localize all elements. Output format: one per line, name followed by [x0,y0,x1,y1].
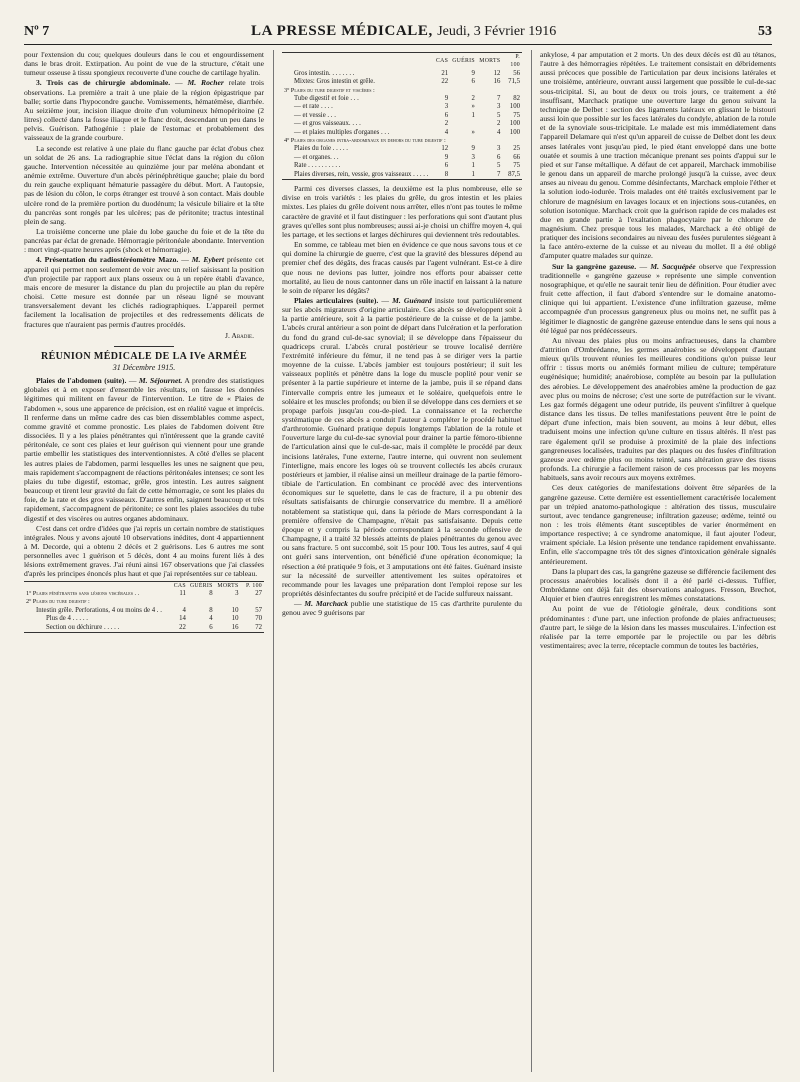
table-cell: 5 [496,162,501,170]
table-row [282,103,522,111]
author: M. Sacquépée [650,261,696,271]
table-cell: — et gros vaisseaux. . . . [294,120,361,128]
paragraph: 3. Trois cas de chirurgie abdominale. — M. Rocher relate trois observations. La première a trait à une plaie de la région épigastrique par balle; sortie dans l'hypocondre gauche. Vomissements, hématémèse, diarrhée. Au seizième jour, incision iliaque droite d'un volumineux hémopéritoine (2 litres) collecté dans la fosse iliaque et le flanc droit, descendant un peu dans le pelvis. Guérison. Pathogénie : plaie de l'estomac et probablement des vaisseaux de la grande courbure. [24,78,264,143]
table-cell: 12 [493,69,501,77]
table-cell: 82 [513,95,520,103]
table-cell: 27 [255,590,262,597]
table-cell: Mixtes: Gros intestin et grêle. [294,78,375,86]
paragraph: Au point de vue de l'étiologie générale, deux conditions sont prédominantes : d'une part, une infection profonde de plaies anfractueuses; d'autre part, le siège de la lésion dans les masses musculaires. L'infection est réalisée par la terre emportée par le projectile ou par les débris vestimentaires; avec la terre, réceptacle commun de toutes les bactéries, [540,604,776,650]
table-cell: 21 [441,69,449,77]
author: M. Rocher [187,78,224,88]
issue-number: Nº 7 [24,24,50,39]
table-row [282,95,522,103]
table-header: CAS [173,582,186,589]
table-cell: Rate . . . . . . . . . . [294,162,341,170]
table-cell: 4 [182,606,186,614]
table-cell: 12 [441,145,449,153]
table-cell: 10 [231,606,239,614]
table-header [24,581,164,590]
table-cell: 22 [179,623,186,631]
table-cell: 9 [444,95,449,103]
section-date: 31 Décembre 1915. [112,363,176,372]
table-cell: — et organes. . . [294,153,339,161]
table-row [282,171,522,180]
paragraph: Parmi ces diverses classes, la deuxième est la plus nombreuse, elle se divise en trois variétés : les plaies du grêle, du gros intestin et les plaies mixtes. Les plaies du grêle doivent nous arrêter, elles n'ont pas toutes le même caractère de gravité et il faut distinguer : les perforations qui sont d'autant plus graves qu'elles sont plus nombreuses; aussi ai-je choisi un chiffre moyen 4, qui les partage, et les sections et larges déchirures qui deviennent très redoutables. [282,184,522,239]
table-row [282,78,522,86]
table-cell: 66 [513,153,520,161]
statistics-table-continued [282,52,522,180]
table-cell: 57 [255,606,262,614]
table-header: P. 100 [246,582,262,589]
table-cell: 75 [513,111,520,119]
table-row [282,87,522,95]
table-header: MORTS [479,58,501,65]
table-cell: 7 [496,95,501,103]
paragraph: 4. Présentation du radiostéréomètre Mazo. — M. Eybert présente cet appareil qui permet non seulement de voir avec un relief saisissant la position d'un projectile par rapport aux plans osseux ou à un repère établi d'avance, mais encore de mesurer la distance du plan du projectile au plan du repère choisi. Cette mesure est donnée par un réseau ligné se mouvant transversalement devant les clichés radiographiques. L'appareil permet facilement la localisation de projectiles et des redressements délicats de fractures que n'auraient pas permis d'autres procédés. [24,255,264,329]
table-cell: 9 [444,153,449,161]
table-header [282,53,430,70]
table-row [282,154,522,162]
table-cell: 22 [441,78,449,86]
table-cell: — et rate . . . . [294,103,333,111]
paragraph: Sur la gangrène gazeuse. — M. Sacquépée observe que l'expression traditionnelle « gangrène gazeuse » représente une simple convention nosographique, et qu'elle ne saurait tenir lieu de définition. Pour étudier avec fruit cette affection, il faut d'abord s'entendre sur le domaine anatomo-clinique qui lui appartient. L'existence d'une infiltration gazeuse, même accompagnée d'un processus gangreneux plus ou moins net, ne suffit pas à légitimer le diagnostic de gangrène gazeuse entendue dans le sens qui nous a été légué par nos prédécesseurs. [540,261,776,335]
table-header: MORTS [217,582,239,589]
table-row [24,624,264,633]
table-cell: 2 [496,120,501,128]
table-cell: 100 [509,120,520,128]
article-title: 4. Présentation du radiostéréomètre Mazo. [36,255,179,265]
section-title: RÉUNION MÉDICALE DE LA IVe ARMÉE [40,350,248,362]
table-cell: 70 [255,615,262,623]
paragraph: La troisième concerne une plaie du lobe gauche du foie et de la tête du pancréas par éclat de grenade. Hémorragie péritonéale abondante. Intervention : mort vingt-quatre heures après (shock et hémorragie). [24,226,264,255]
column-3 [540,50,776,1072]
table-cell: 1º Plaies pénétrantes sans lésions viscérales . . [26,590,140,597]
table-row [282,70,522,78]
table-cell: 4 [444,128,449,136]
table-cell: 4º Plaies des organes intra-abdominaux en dehors du tube digestif : [284,137,446,145]
paragraph-text: publie une statistique de 15 cas d'arthrite purulente du genou avec 9 guérisons par [282,599,522,618]
table-cell: 3 [235,590,239,597]
table-cell: — et vessie . . . [294,111,336,119]
table-cell: 71,5 [508,78,520,86]
table-cell: 9 [471,145,475,153]
table-cell: 6 [444,111,449,119]
column-divider [531,50,532,1072]
paragraph: pour l'extension du cou; quelques douleurs dans le cou et engourdissement dans le bras droit. Extirpation. Au point de vue de la structure, c'était une tumeur osseuse à tissu spongieux recouverte d'une couche de cartilage hyalin. [24,50,264,78]
table-cell: 11 [179,590,186,597]
masthead [251,23,556,40]
table-cell: 6 [496,153,501,161]
table-row [282,137,522,145]
table-header: CAS [436,58,449,65]
table-cell: 14 [179,615,186,623]
table-cell: 16 [231,623,239,631]
table-cell: Plus de 4 . . . . . [46,615,88,623]
table-cell: 1 [471,162,475,170]
paragraph: ankylose, 4 par amputation et 2 morts. Un des deux décès est dû au tétanos, l'autre à des hémorragies répétées. Le traitement consistait en débridements aussi précoces que possible de l'articulation par deux incisions latérales et une troisième, antérieure, ouvrant aussi largement que possible le cul-de-sac sous-tricipital. Si, au bout de deux ou trois jours, ce traitement a été insuffisant, Marchack pratique une ouverture large du genou suivant la technique de Delbet : section des ligaments latéraux en glissant le bistouri aussi loin que possible sur les faces latérales du condyle, ablation de la rotule et de la synoviale sous-tricipitale. Le malade est mis immédiatement dans l'appareil Delamare qui n'est qu'un appareil de cuisse de Delbet dont les deux anses latérales vont jusqu'au pied, le pied étant enveloppé dans une botte ouatée et soumis à une traction mécanique prenant ses points d'appui sur le pied et sur l'anse métallique. A défaut de cet appareil, Marchack immobilise le genou dans un appareil de marche prolongé jusqu'à la cuisse, avec deux anses au niveau du genou. Comme désinfectants, Marchack emploie l'éther et la solution iodo-iodurée. Trois malades ont été traités exclusivement par le chlorure de magnésium en lavages locaux et en injections sous-cutanées, en solution isotonique. Marchack croit que la guérison rapide de ces malades est due en grande partie à l'exaltation phagocytaire par le chlorure de magnésium. Chez presque tous les malades, Marchack a été obligé de pratiquer des incisions secondaires au niveau des fusées purulentes siégeant à la face antéro-externe de la cuisse et au niveau du mollet. Il a été obligé d'amputer quatre malades sur quinze. [540,50,776,261]
table-cell: Gros intestin. . . . . . . . [294,69,355,77]
separator-rule [114,346,174,347]
signature: J. Abadie. [225,330,254,340]
table-cell: 3 [444,103,449,111]
table-cell: 5 [496,111,501,119]
article-title: Plaies de l'abdomen (suite). [36,376,127,386]
table-cell: » [471,103,475,111]
table-cell: 8 [209,606,213,614]
author: M. Guénard [392,295,432,305]
statistics-table [24,581,264,633]
table-cell: 56 [513,69,520,77]
paragraph-text: A prendre des statistiques globales et à en exposer d'ensemble les résultats, on fausse les données légitimes qui militent en faveur de l'intervention. Le titre de « Plaies de l'abdomen », sous une apparence de précision, est en réalité vague et imprécis. Il renferme dans un même cadre des cas bien dissemblables comme aspect, comme gravité et comme pronostic. Les plaies de l'abdomen doivent être dissociées. Il y a les plaies pénétrantes qui n'intéressent que la grande cavité péritonéale, ce sont ces plaies et leur guérison qui viennent pour une grande partie embellir les statistiques des interventionnistes. A côté d'elles se placent les autres plaies de l'abdomen, parmi lesquelles les unes ne saignent que peu, mais rapidement s'accompagnent de réactions péritonéales intenses; ce sont les plaies du tube digestif, estomac, grêle, gros intestin. Les autres saignent beaucoup et tirent leur gravité du fait de cette hémorragie, ce sont les plaies du foie, de la rate et des gros vaisseaux. D'autres enfin, saignent beaucoup et très rapidement, s'accompagnent de péritonite; ce sont les plaies associées du tube digestif et des viscères ou autres organes abdominaux. [24,376,264,523]
table-cell: — et plaies multiples d'organes . . . [294,128,390,136]
table-cell: 100 [509,103,520,111]
author: M. Eybert [191,255,224,265]
table-row [24,590,264,598]
issue-date: Jeudi, 3 Février 1916 [437,24,557,39]
table-row [24,598,264,606]
table-cell: Tube digestif et foie . . . [294,95,359,103]
table-row [282,112,522,120]
table-cell [450,120,477,128]
paragraph-text: relate trois observations. La première a trait à une plaie de la région épigastrique par balle; sortie dans l'hypocondre gauche. Vomissements, hématémèse, diarrhée. Au seizième jour, incision iliaque droite d'un volumineux hémopéritoine (2 litres) collecté dans la fosse iliaque et le flanc droit, descendant un peu dans le pelvis. Guérison. Pathogénie : plaie de l'estomac et probablement des vaisseaux de la grande courbure. [24,78,264,143]
table-cell: 4 [496,128,501,136]
table-cell: Intestin grêle. Perforations, 4 ou moins de 4 . . [36,606,162,614]
table-row [282,162,522,170]
page-header [24,16,772,45]
article-title: Sur la gangrène gazeuse. [552,261,637,271]
table-row [24,615,264,623]
table-cell: Section ou déchirure . . . . . [46,623,120,631]
author: M. Marchack [304,599,348,609]
column-1 [24,50,264,1072]
table-cell: 8 [444,170,449,178]
table-cell: » [471,128,475,136]
author: M. Séjournet. [138,376,183,386]
table-cell: 8 [209,590,213,597]
column-divider [273,50,274,1072]
paragraph: Plaies de l'abdomen (suite). — M. Séjournet. A prendre des statistiques globales et à en exposer d'ensemble les résultats, on fausse les données légitimes qui militent en faveur de l'intervention. Le titre de « Plaies de l'abdomen », sous une apparence de précision, est en réalité vague et imprécis. Il renferme dans un même cadre des cas bien dissemblables comme aspect, comme gravité et comme pronostic. Les plaies de l'abdomen doivent être dissociées. Il y a les plaies pénétrantes qui n'intéressent que la grande cavité péritonéale, ce sont ces plaies et leur guérison qui viennent pour une grande partie embellir les statistiques des interventionnistes. A côté d'elles se placent les autres plaies de l'abdomen, parmi lesquelles les unes ne saignent que peu, mais rapidement s'accompagnent de réactions péritonéales intenses; ce sont les plaies du tube digestif, estomac, grêle, gros intestin. Les autres saignent beaucoup et tirent leur gravité du fait de cette hémorragie, ce sont les plaies du foie, de la rate et des gros vaisseaux. D'autres enfin, saignent beaucoup et très rapidement, s'accompagnent de péritonite; ce sont les plaies associées du tube digestif et des viscères ou autres organes abdominaux. [24,376,264,523]
paragraph: C'est dans cet ordre d'idées que j'ai repris un certain nombre de statistiques intégrales. Nous y avons ajouté 10 observations inédites, dont 4 appartiennent à M. Decorde, qui a obtenu 2 décès et 2 guérisons. Les 6 autres me sont personnelles avec 1 guérison et 5 décès, dont 4 au moins furent liés à des lésions extrêmement graves. J'ai réuni ainsi 167 observations que j'ai classées d'après les principes énoncés plus haut et que j'ai représentées sur ce tableau. [24,523,264,579]
table-cell: 75 [513,162,520,170]
table-cell: 4 [209,615,213,623]
page-number: 53 [758,24,772,39]
table-header: GUÉRIS [189,582,213,589]
table-cell: 1 [471,111,475,119]
paragraph: — M. Marchack publie une statistique de 15 cas d'arthrite purulente du genou avec 9 guérisons par [282,599,522,618]
article-title: Plaies articulaires (suite). [294,295,379,305]
table-row [282,120,522,128]
paragraph: En somme, ce tableau met bien en évidence ce que nous savons tous et ce qui domine la chirurgie de guerre, c'est que la gravité des blessures dépend au premier chef des dégâts, des fracas causés par l'agent vulnérant. Est-ce à dire que nous ne devions pas lutter, joindre nos efforts pour abaisser cette mortalité, au lieu de nous cantonner dans un rôle inactif en laissant à la nature le soin de réparer les dégâts? [282,240,522,295]
table-cell: 87,5 [508,170,520,178]
table-cell: 2 [444,120,449,128]
table-cell: 3º Plaies du tube digestif et viscères : [284,86,375,94]
table-cell: Plaies diverses, rein, vessie, gros vaisseaux . . . . . [294,170,429,178]
table-cell: 2 [471,95,475,103]
table-cell: 72 [255,623,262,631]
table-cell: 10 [231,615,239,623]
table-cell: 3 [471,153,475,161]
table-cell: 7 [496,170,501,178]
paragraph-text: insiste tout particulièrement sur les abcès migrateurs d'origine articulaire. Ces abcès se développent soit à la partie antérieure, soit à la partie postérieure de la cuisse et de la jambe. L'abcès crural antérieur a son point de départ dans l'ulcération et la perforation du fond du grand cul-de-sac synovial; il se développe dans l'épaisseur du quadriceps crural. L'abcès crural postérieur se trouve localisé derrière l'extrémité inférieure du fémur, il ne tend pas à se diriger vers la partie moyenne de la cuisse. L'abcès jambier est toujours postérieur; il suit les vaisseaux poplités et pénètre dans la loge du muscle poplité pour venir se présenter à la partie supérieure et interne de la jambe, puis il se répand dans l'intervalle compris entre les jumeaux et le soléaire, quelquefois entre le soléaire et les muscles profonds; ou bien il se développe dans ces derniers et se propage parfois jusqu'au cou-de-pied. La connaissance et la recherche systématique de ces abcès a conduit l'auteur à compléter le procédé habituel d'arthrotomie. Guénard pratique depuis longtemps l'ablation de la rotule et l'ouverture large du cul-de-sac synovial pour drainer la partie fémoro-tibienne de l'articulation ainsi que le cul-de-sac, mais il complète le procédé par deux incisions latérales, l'une externe, l'autre interne, qui ouvrent non seulement l'interligne, mais encore les loges où se trouvent collectés les abcès cruraux postérieurs et jambier, il réalise ainsi un meilleur drainage de la partie fémoro-tibiale de l'articulation. En combinant ce procédé avec des interventions économiques sur le squelette, dans le cas de fracture, il a pu obtenir des résultats satisfaisants de chirurgie conservatrice du membre. Il a amélioré notablement sa statistique qui, dans la période de Mars correspondant à la première offensive de Champagne, n'était pas satisfaisante. Depuis cette époque et y compris la période correspondant à la seconde offensive de Champagne, il a traité 32 blessés atteints de plaies pénétrantes du genou avec ou sans fracture. 5 ont succombé, soit 15 pour 100. Tous les autres, sauf 4 qui ont guéri sans intervention, ont bénéficié d'une opération économique; la résection a été pratiquée 9 fois, et 3 amputations ont été faites. Guénard insiste sur la nécessité de surveiller attentivement les suites opératoires et recommande pour les lavages une préparation dont l'emploi repose sur les propriétés désinfectantes du soufre précipité et de l'acide sulfureux naissant. [282,295,522,598]
article-title: 3. Trois cas de chirurgie abdominale. [36,78,171,88]
table-cell: Plaies du foie . . . . . [294,145,348,153]
table-header: P. 100 [510,54,520,69]
table-cell: 1 [471,170,475,178]
table-row [282,145,522,153]
paragraph: Dans la plupart des cas, la gangrène gazeuse se différencie facilement des processus anaérobies localisés dont il a été parlé ci-dessus. Tuffier, Ombrédanne ont déjà fait des observations analogues. Fresson, Brechot, Alquier et bien d'autres enregistrent les mêmes constatations. [540,566,776,604]
table-row [282,129,522,137]
paragraph-text: présente cet appareil qui permet non seulement de voir avec un relief saisissant la position d'un projectile par rapport aux plans osseux ou à un repère établi d'avance, mais encore de mesurer la distance du plan du projectile au plan du repère choisi. Cette mesure est donnée par un réseau ligné se mouvant transversalement devant les clichés radiographiques. L'appareil permet facilement la localisation de projectiles et des redressements délicats de fractures que n'auraient pas permis d'autres procédés. [24,255,264,329]
table-header: GUÉRIS [452,58,475,65]
table-cell: 6 [444,162,449,170]
table-cell: 3 [496,145,501,153]
column-2 [282,50,522,1072]
masthead-title: LA PRESSE MÉDICALE, [251,23,433,39]
paragraph: Ces deux catégories de manifestations doivent être séparées de la gangrène gazeuse. Cette dernière est essentiellement caractérisée localement par un trépied anatomo-pathologique : altération des tissus, musculaire surtout, avec tendance gangreneuse; infiltration gazeuse; œdème, teinté ou non : les trois éléments étant susceptibles de varier énormément en importance respective; à ce syndrome anatomique, il faut ajouter l'odeur, vraiment spéciale. La lésion présente une tendance rapidement envahissante. Enfin, elle s'accompagne très tôt des signes d'intoxication générale signalés antérieurement. [540,483,776,566]
table-cell: 6 [209,623,213,631]
table-cell: 6 [471,78,475,86]
table-cell: 2º Plaies du tube digestif : [26,598,90,606]
paragraph: La seconde est relative à une plaie du flanc gauche par éclat d'obus chez un soldat de 26 ans. La radiographie situe l'éclat dans la région du côlon gauche. Intervention nécessitée au quinzième jour par meléna abondant et anémie extrême. Ouverture d'un abcès périnéphrétique gauche; plaie du bord du rein gauche expliquant hématurie passagère du début. Mort. A l'autopsie, pas de lésion du côlon, le corps étranger est trouvé à son contact. Mais double ulcère rond de la première portion du duodénum; la vésicule biliaire et la tête du pancréas sont rongés par les ulcères; pas de péritonite; tractus intestinal plein de sang. [24,143,264,226]
table-cell: 9 [471,69,475,77]
paragraph: Au niveau des plaies plus ou moins anfractueuses, dans la chambre d'attrition d'Ombrédanne, les germes anaérobies se développent d'autant mieux qu'ils trouvent réunies les meilleures conditions qu'on puisse leur offrir : tissus morts ou anémiés formant milieu de culture; température eugénésique; humidité; anaérobiose, complète au besoin par la pullulation des aérobies. Le développement des anaérobies amène la production de gaz avec plus ou moins de nécrose; c'est une sorte de putréfaction sur le vivant. Les gaz formés dégagent une odeur putride, ils peuvent s'infiltrer à quelque distance dans les tissus. De telles manifestations peuvent être le point de départ d'une infection, mais bien souvent, au moins à leur début, elles traduisent moins une infection qu'une culture en tissus altérés. Il n'est pas rare également qu'il se produise à proximité de la plaie des infections gangreneuses localisées, traduites par des plaques ou des fusées d'infiltration gazeuse avec œdème plus ou moins teinté, sans altération grave des tissus profonds. La chirurgie a facilement raison de ces processus par les moyens habituels, sans avoir recours aux moyens extrêmes. [540,335,776,483]
paragraph: Plaies articulaires (suite). — M. Guénard insiste tout particulièrement sur les abcès migrateurs d'origine articulaire. Ces abcès se développent soit à la partie antérieure, soit à la partie postérieure de la cuisse et de la jambe. L'abcès crural antérieur a son point de départ dans l'ulcération et la perforation du fond du grand cul-de-sac synovial; il se développe dans l'épaisseur du quadriceps crural. L'abcès crural postérieur se trouve localisé derrière l'extrémité inférieure du fémur, il ne tend pas à se diriger vers la partie moyenne de la cuisse. L'abcès jambier est toujours postérieur; il suit les vaisseaux poplités et pénètre dans la loge du muscle poplité pour venir se présenter à la partie supérieure et interne de la jambe, puis il se répand dans l'intervalle compris entre les jumeaux et le soléaire, quelquefois entre le soléaire et les muscles profonds; ou bien il se développe dans ces derniers et se propage parfois jusqu'au cou-de-pied. La connaissance et la recherche systématique de ces abcès a conduit l'auteur à compléter le procédé habituel d'arthrotomie. Guénard pratique depuis longtemps l'ablation de la rotule et l'ouverture large du cul-de-sac synovial pour drainer la partie fémoro-tibienne de l'articulation ainsi que le cul-de-sac, mais il complète le procédé par deux incisions latérales, l'une externe, l'autre interne, qui ouvrent non seulement l'interligne, mais encore les loges où se trouvent collectés les abcès cruraux postérieurs et jambier, il réalise ainsi un meilleur drainage de la partie fémoro-tibiale de l'articulation. En combinant ce procédé avec des interventions économiques sur le squelette, dans le cas de fracture, il a pu obtenir des résultats satisfaisants de chirurgie conservatrice du membre. Il a amélioré notablement sa statistique qui, dans la période de Mars correspondant à la première offensive de Champagne, n'était pas satisfaisante. Depuis cette époque et y compris la période correspondant à la seconde offensive de Champagne, il a traité 32 blessés atteints de plaies pénétrantes du genou avec ou sans fracture. 5 ont succombé, soit 15 pour 100. Tous les autres, sauf 4 qui ont guéri sans intervention, ont bénéficié d'une opération économique; la résection a été pratiquée 9 fois, et 3 amputations ont été faites. Guénard insiste sur la nécessité de surveiller attentivement les suites opératoires et recommande pour les lavages une préparation dont l'emploi repose sur les propriétés désinfectantes du soufre précipité et de l'acide sulfureux naissant. [282,295,522,598]
table-cell: 100 [509,128,520,136]
table-row [24,607,264,615]
table-cell: 3 [496,103,501,111]
paragraph-text: observe que l'expression traditionnelle « gangrène gazeuse » représente une simple convention nosographique, et qu'elle ne saurait tenir lieu de définition. Pour étudier avec fruit cette affection, il faut d'abord s'entendre sur le domaine anatomo-clinique qui lui appartient. L'existence d'une infiltration gazeuse, même accompagnée d'un processus gangreneux plus ou moins net, ne suffit pas à légitimer le diagnostic de gangrène gazeuse entendue dans le sens qui nous a été légué par nos prédécesseurs. [540,261,776,335]
table-cell: 16 [493,78,501,86]
table-cell: 25 [513,145,520,153]
